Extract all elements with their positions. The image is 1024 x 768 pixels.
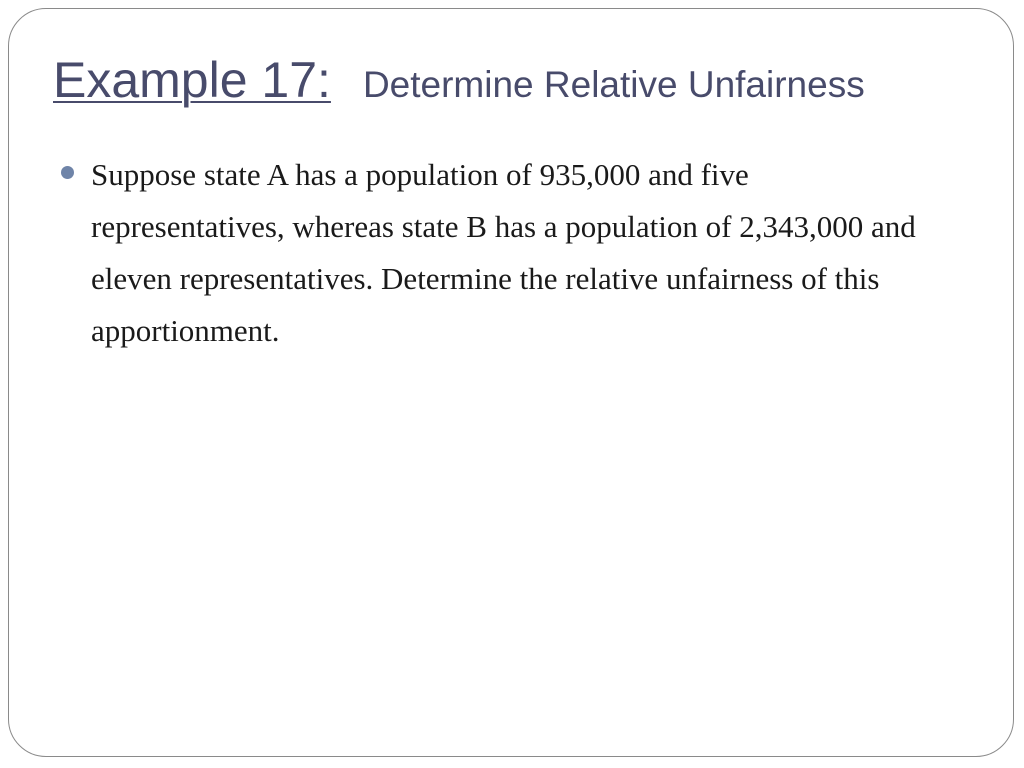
slide-frame xyxy=(8,8,1014,757)
bullet-item xyxy=(59,149,919,357)
slide-title: Example 17: xyxy=(53,52,331,108)
bullet-dot-icon xyxy=(61,166,74,179)
slide-title-row xyxy=(53,51,865,109)
bullet-list xyxy=(59,149,919,357)
slide-subtitle: Determine Relative Unfairness xyxy=(362,64,865,105)
bullet-text: Suppose state A has a population of 935,000 and five representatives, whereas state B has a population of 2,343,000 and eleven representatives. Determine the relative unfairness of this apportionment. xyxy=(91,157,916,348)
